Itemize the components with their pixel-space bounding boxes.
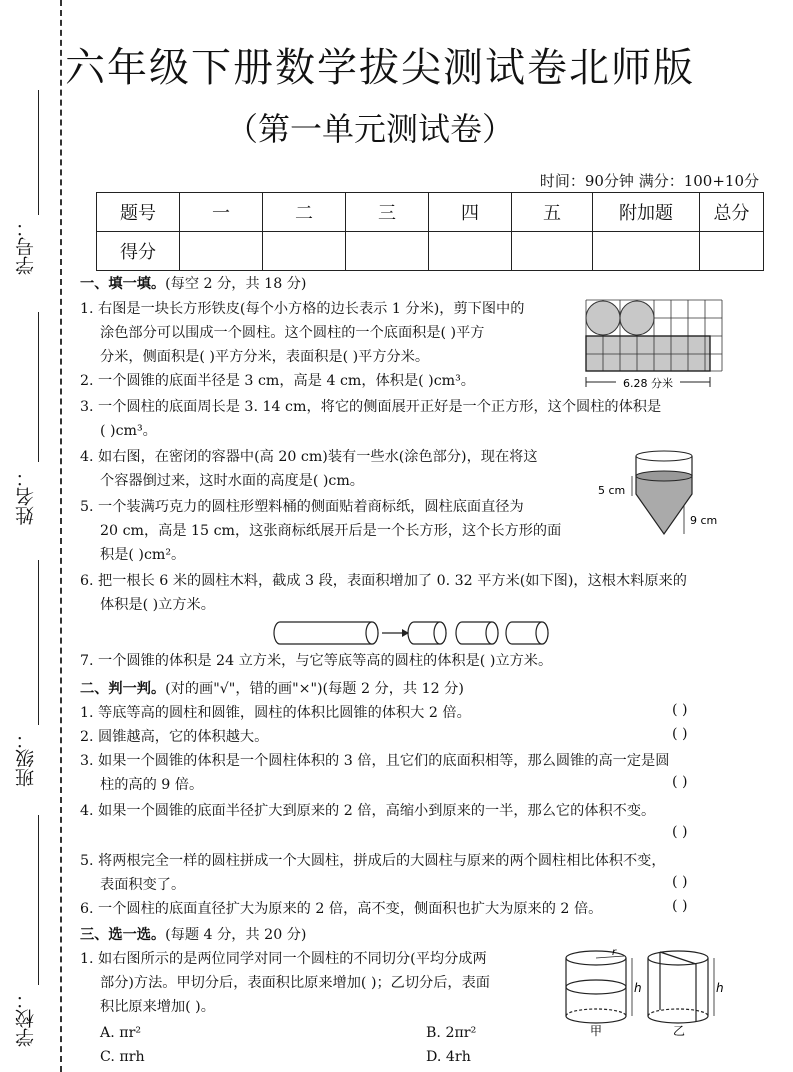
table-cell: 得分 bbox=[97, 232, 180, 271]
exam-meta: 时间：90分钟 满分：100+10分 bbox=[539, 172, 759, 190]
s3-q1-line2: 部分)方法。甲切分后，表面积比原来增加( )；乙切分后，表面 bbox=[100, 975, 490, 991]
s1-q6-line1: 6. 把一根长 6 米的圆柱木料，截成 3 段，表面积增加了 0. 32 平方米(如下图)，这根木料原来的 bbox=[80, 573, 687, 589]
s2-q4: 4. 如果一个圆锥的底面半径扩大到原来的 2 倍，高缩小到原来的一半，那么它的体积不变。 bbox=[80, 803, 656, 819]
school-line bbox=[38, 815, 39, 985]
score-cell[interactable] bbox=[263, 232, 346, 271]
cut-line bbox=[60, 0, 62, 1072]
radius-label: r bbox=[612, 947, 617, 958]
student-id-label: 学号： bbox=[15, 218, 37, 275]
container-figure bbox=[596, 444, 726, 540]
section3-heading bbox=[80, 924, 306, 944]
school-label: 学校： bbox=[15, 990, 37, 1047]
cut-a-label: 甲 bbox=[590, 1024, 603, 1038]
s1-q3-line1: 3. 一个圆柱的底面周长是 3. 14 cm，将它的侧面展开正好是一个正方形，这个圆柱的体积是 bbox=[80, 399, 662, 415]
s2-q2: 2. 圆锥越高，它的体积越大。 bbox=[80, 729, 269, 745]
option-d[interactable]: D. 4rh bbox=[426, 1049, 471, 1065]
s1-q5-line1: 5. 一个装满巧克力的圆柱形塑料桶的侧面贴着商标纸，圆柱底面直径为 bbox=[80, 499, 524, 515]
option-c[interactable]: C. πrh bbox=[100, 1049, 145, 1065]
s2-q5-line2: 表面积变了。 bbox=[100, 877, 186, 893]
name-line bbox=[38, 312, 39, 462]
s2-q1: 1. 等底等高的圆柱和圆锥，圆柱的体积比圆锥的体积大 2 倍。 bbox=[80, 705, 471, 721]
s1-q6-line2: 体积是( )立方米。 bbox=[100, 597, 215, 613]
s1-q1-line1: 1. 右图是一块长方形铁皮(每个小方格的边长表示 1 分米)，剪下图中的 bbox=[80, 301, 525, 317]
section-title: 一、填一填。 bbox=[80, 276, 166, 292]
height-label-right: h bbox=[716, 981, 724, 995]
table-cell: 二 bbox=[263, 193, 346, 232]
s2-q5-line1: 5. 将两根完全一样的圆柱拼成一个大圆柱，拼成后的大圆柱与原来的两个圆柱相比体积不变， bbox=[80, 853, 666, 869]
s1-q4-line1: 4. 如右图，在密闭的容器中(高 20 cm)装有一些水(涂色部分)，现在将这 bbox=[80, 449, 538, 465]
score-cell[interactable] bbox=[180, 232, 263, 271]
option-b[interactable]: B. 2πr² bbox=[426, 1025, 477, 1041]
cone-height-label: 9 cm bbox=[690, 514, 718, 527]
section2-heading bbox=[80, 678, 464, 698]
table-cell: 五 bbox=[512, 193, 593, 232]
section-note: (每空 2 分，共 18 分) bbox=[165, 276, 307, 292]
answer-paren[interactable]: ( ) bbox=[672, 898, 688, 914]
cut-b-label: 乙 bbox=[673, 1024, 686, 1038]
table-cell: 四 bbox=[429, 193, 512, 232]
water-height-label: 5 cm bbox=[598, 484, 626, 497]
option-a[interactable]: A. πr² bbox=[100, 1025, 142, 1041]
iron-sheet-grid-figure bbox=[584, 298, 724, 390]
section-title: 二、判一判。 bbox=[80, 681, 166, 697]
score-cell[interactable] bbox=[512, 232, 593, 271]
page-title: 六年级下册数学拔尖测试卷北师版 bbox=[65, 45, 695, 91]
page-subtitle: （第一单元测试卷） bbox=[225, 110, 514, 148]
score-cell[interactable] bbox=[593, 232, 700, 271]
s2-q3-line1: 3. 如果一个圆锥的体积是一个圆柱体积的 3 倍，且它们的底面积相等，那么圆锥的高一定是圆 bbox=[80, 753, 670, 769]
binding-sidebar bbox=[0, 0, 68, 1072]
table-cell: 附加题 bbox=[593, 193, 700, 232]
table-cell: 总分 bbox=[700, 193, 764, 232]
answer-paren[interactable]: ( ) bbox=[672, 726, 688, 742]
score-cell[interactable] bbox=[346, 232, 429, 271]
table-cell: 题号 bbox=[97, 193, 180, 232]
score-cell[interactable] bbox=[700, 232, 764, 271]
name-label: 姓名： bbox=[15, 468, 37, 525]
answer-paren[interactable]: ( ) bbox=[672, 824, 688, 840]
log-cut-figure bbox=[270, 616, 560, 650]
score-table bbox=[96, 192, 764, 271]
s1-q1-line2: 涂色部分可以围成一个圆柱。这个圆柱的一个底面积是( )平方 bbox=[100, 325, 485, 341]
s1-q3-line2: ( )cm³。 bbox=[100, 423, 157, 439]
s1-q5-line2: 20 cm，高是 15 cm，这张商标纸展开后是一个长方形，这个长方形的面 bbox=[100, 523, 562, 539]
score-table-score-row bbox=[97, 232, 764, 271]
table-cell: 三 bbox=[346, 193, 429, 232]
section-note: (对的画"√"，错的画"×")(每题 2 分，共 12 分) bbox=[165, 681, 464, 697]
answer-paren[interactable]: ( ) bbox=[672, 774, 688, 790]
s1-q4-line2: 个容器倒过来，这时水面的高度是( )cm。 bbox=[100, 473, 364, 489]
grid-width-label: 6.28 分米 bbox=[623, 377, 673, 390]
section1-heading bbox=[80, 273, 306, 293]
s2-q6: 6. 一个圆柱的底面直径扩大为原来的 2 倍，高不变，侧面积也扩大为原来的 2 倍。 bbox=[80, 901, 603, 917]
s2-q3-line2: 柱的高的 9 倍。 bbox=[100, 777, 204, 793]
cylinder-cut-figure bbox=[560, 946, 740, 1038]
class-label: 班级： bbox=[15, 730, 37, 787]
score-cell[interactable] bbox=[429, 232, 512, 271]
section-title: 三、选一选。 bbox=[80, 927, 166, 943]
section-note: (每题 4 分，共 20 分) bbox=[165, 927, 307, 943]
s1-q5-line3: 积是( )cm²。 bbox=[100, 547, 186, 563]
s1-q2: 2. 一个圆锥的底面半径是 3 cm，高是 4 cm，体积是( )cm³。 bbox=[80, 373, 475, 389]
answer-paren[interactable]: ( ) bbox=[672, 702, 688, 718]
height-label-left: h bbox=[634, 981, 642, 995]
score-table-header-row bbox=[97, 193, 764, 232]
class-line bbox=[38, 560, 39, 725]
answer-paren[interactable]: ( ) bbox=[672, 874, 688, 890]
s3-q1-line3: 积比原来增加( )。 bbox=[100, 999, 215, 1015]
s1-q1-line3: 分米，侧面积是( )平方分米，表面积是( )平方分米。 bbox=[100, 349, 430, 365]
table-cell: 一 bbox=[180, 193, 263, 232]
s1-q7: 7. 一个圆锥的体积是 24 立方米，与它等底等高的圆柱的体积是( )立方米。 bbox=[80, 653, 553, 669]
s3-q1-line1: 1. 如右图所示的是两位同学对同一个圆柱的不同切分(平均分成两 bbox=[80, 951, 487, 967]
